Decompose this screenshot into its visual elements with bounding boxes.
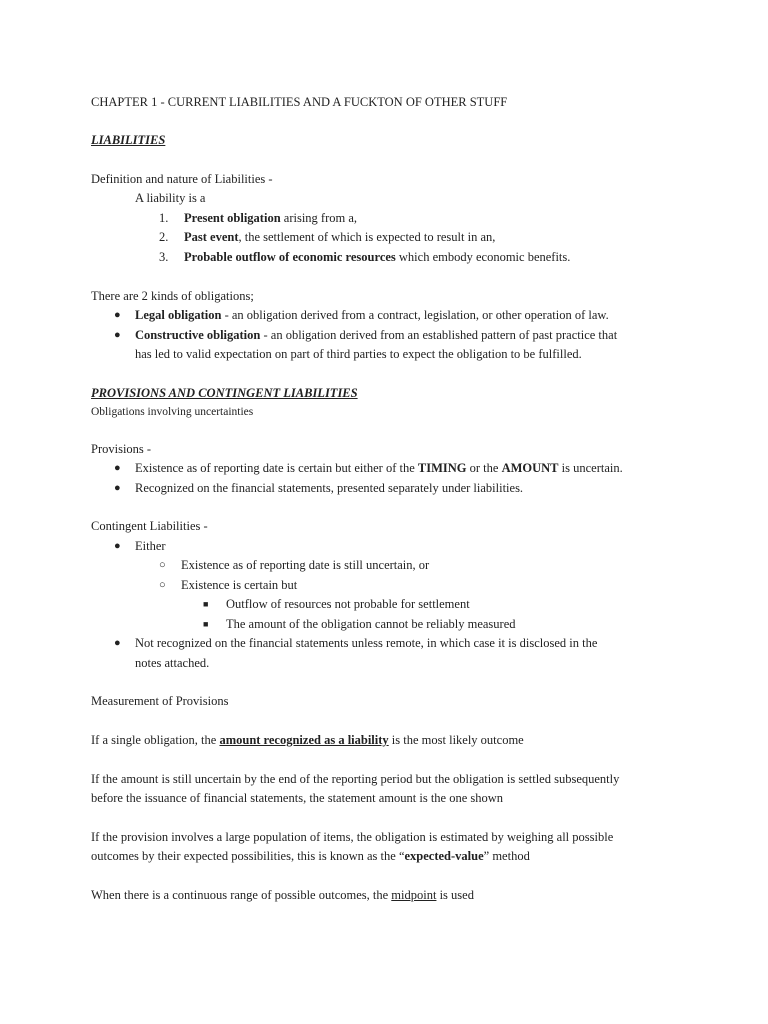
list-item	[184, 249, 570, 265]
definition-line: Definition and nature of Liabilities -	[91, 172, 273, 186]
list-item-continuation: notes attached.	[135, 656, 210, 670]
square-bullet-icon: ■	[203, 599, 209, 609]
timing-emphasis: TIMING	[417, 461, 467, 475]
expected-value-emphasis: expected-value	[404, 849, 484, 863]
bullet-icon: ●	[114, 462, 121, 474]
paragraph-line: If the provision involves a large population of items, the obligation is estimated by weighing all possible	[91, 830, 614, 844]
text-segment: or the	[466, 461, 502, 475]
amount-emphasis: AMOUNT	[501, 461, 559, 475]
circle-bullet-icon: ○	[159, 559, 166, 571]
text-segment: is the most likely outcome	[388, 733, 524, 747]
text-segment: If a single obligation, the	[91, 733, 220, 747]
item-bold: Constructive obligation	[135, 328, 261, 342]
item-rest: which embody economic benefits.	[395, 250, 571, 264]
paragraph	[91, 887, 474, 903]
list-item: The amount of the obligation cannot be reliably measured	[226, 617, 516, 631]
bullet-icon: ●	[114, 329, 121, 341]
list-number: 3.	[159, 250, 169, 264]
paragraph-line: before the issuance of financial statements, the statement amount is the one shown	[91, 791, 504, 805]
item-rest: , the settlement of which is expected to result in an,	[238, 230, 496, 244]
list-item-continuation: has led to valid expectation on part of third parties to expect the obligation to be fulfilled.	[135, 347, 582, 361]
midpoint-emphasis: midpoint	[391, 888, 437, 902]
list-item: Existence as of reporting date is still uncertain, or	[181, 558, 430, 572]
list-item	[184, 229, 495, 245]
paragraph	[91, 732, 524, 748]
item-rest: - an obligation derived from a contract, legislation, or other operation of law.	[221, 308, 609, 322]
chapter-title: CHAPTER 1 - CURRENT LIABILITIES AND A FUCKTON OF OTHER STUFF	[91, 95, 508, 109]
bullet-icon: ●	[114, 309, 121, 321]
provisions-subheading: Obligations involving uncertainties	[91, 406, 254, 418]
list-item: Outflow of resources not probable for settlement	[226, 597, 470, 611]
text-segment: Existence as of reporting date is certain but either of the	[135, 461, 418, 475]
liabilities-heading: LIABILITIES	[91, 133, 166, 147]
bullet-icon: ●	[114, 637, 121, 649]
list-item	[135, 327, 617, 343]
item-bold: Probable outflow of economic resources	[184, 250, 396, 264]
item-rest: - an obligation derived from an established pattern of past practice that	[260, 328, 618, 342]
list-item	[135, 307, 609, 323]
list-item	[184, 210, 357, 226]
list-item: Not recognized on the financial statements unless remote, in which case it is disclosed in the	[135, 636, 598, 650]
circle-bullet-icon: ○	[159, 579, 166, 591]
kinds-line: There are 2 kinds of obligations;	[91, 289, 254, 303]
list-item: Either	[135, 539, 166, 553]
list-item: Existence is certain but	[181, 578, 298, 592]
paragraph-line: If the amount is still uncertain by the end of the reporting period but the obligation is settled subsequently	[91, 772, 620, 786]
paragraph-line	[91, 848, 530, 864]
bullet-icon: ●	[114, 482, 121, 494]
bullet-icon: ●	[114, 540, 121, 552]
list-item: Recognized on the financial statements, presented separately under liabilities.	[135, 481, 524, 495]
list-number: 1.	[159, 211, 169, 225]
measurement-title: Measurement of Provisions	[91, 694, 229, 708]
provisions-heading: PROVISIONS AND CONTINGENT LIABILITIES	[91, 386, 358, 400]
provisions-title: Provisions -	[91, 442, 152, 456]
text-segment: is used	[436, 888, 474, 902]
liability-intro: A liability is a	[135, 191, 206, 205]
text-segment: is uncertain.	[558, 461, 623, 475]
item-rest: arising from a,	[280, 211, 358, 225]
item-bold: Present obligation	[184, 211, 281, 225]
item-bold: Past event	[184, 230, 239, 244]
text-segment: ” method	[483, 849, 530, 863]
contingent-title: Contingent Liabilities -	[91, 519, 208, 533]
square-bullet-icon: ■	[203, 619, 209, 629]
text-segment: When there is a continuous range of possible outcomes, the	[91, 888, 392, 902]
list-number: 2.	[159, 230, 169, 244]
amount-recognized-emphasis: amount recognized as a liability	[219, 733, 389, 747]
item-bold: Legal obligation	[135, 308, 222, 322]
list-item	[135, 460, 623, 476]
text-segment: outcomes by their expected possibilities, this is known as the “	[91, 849, 405, 863]
